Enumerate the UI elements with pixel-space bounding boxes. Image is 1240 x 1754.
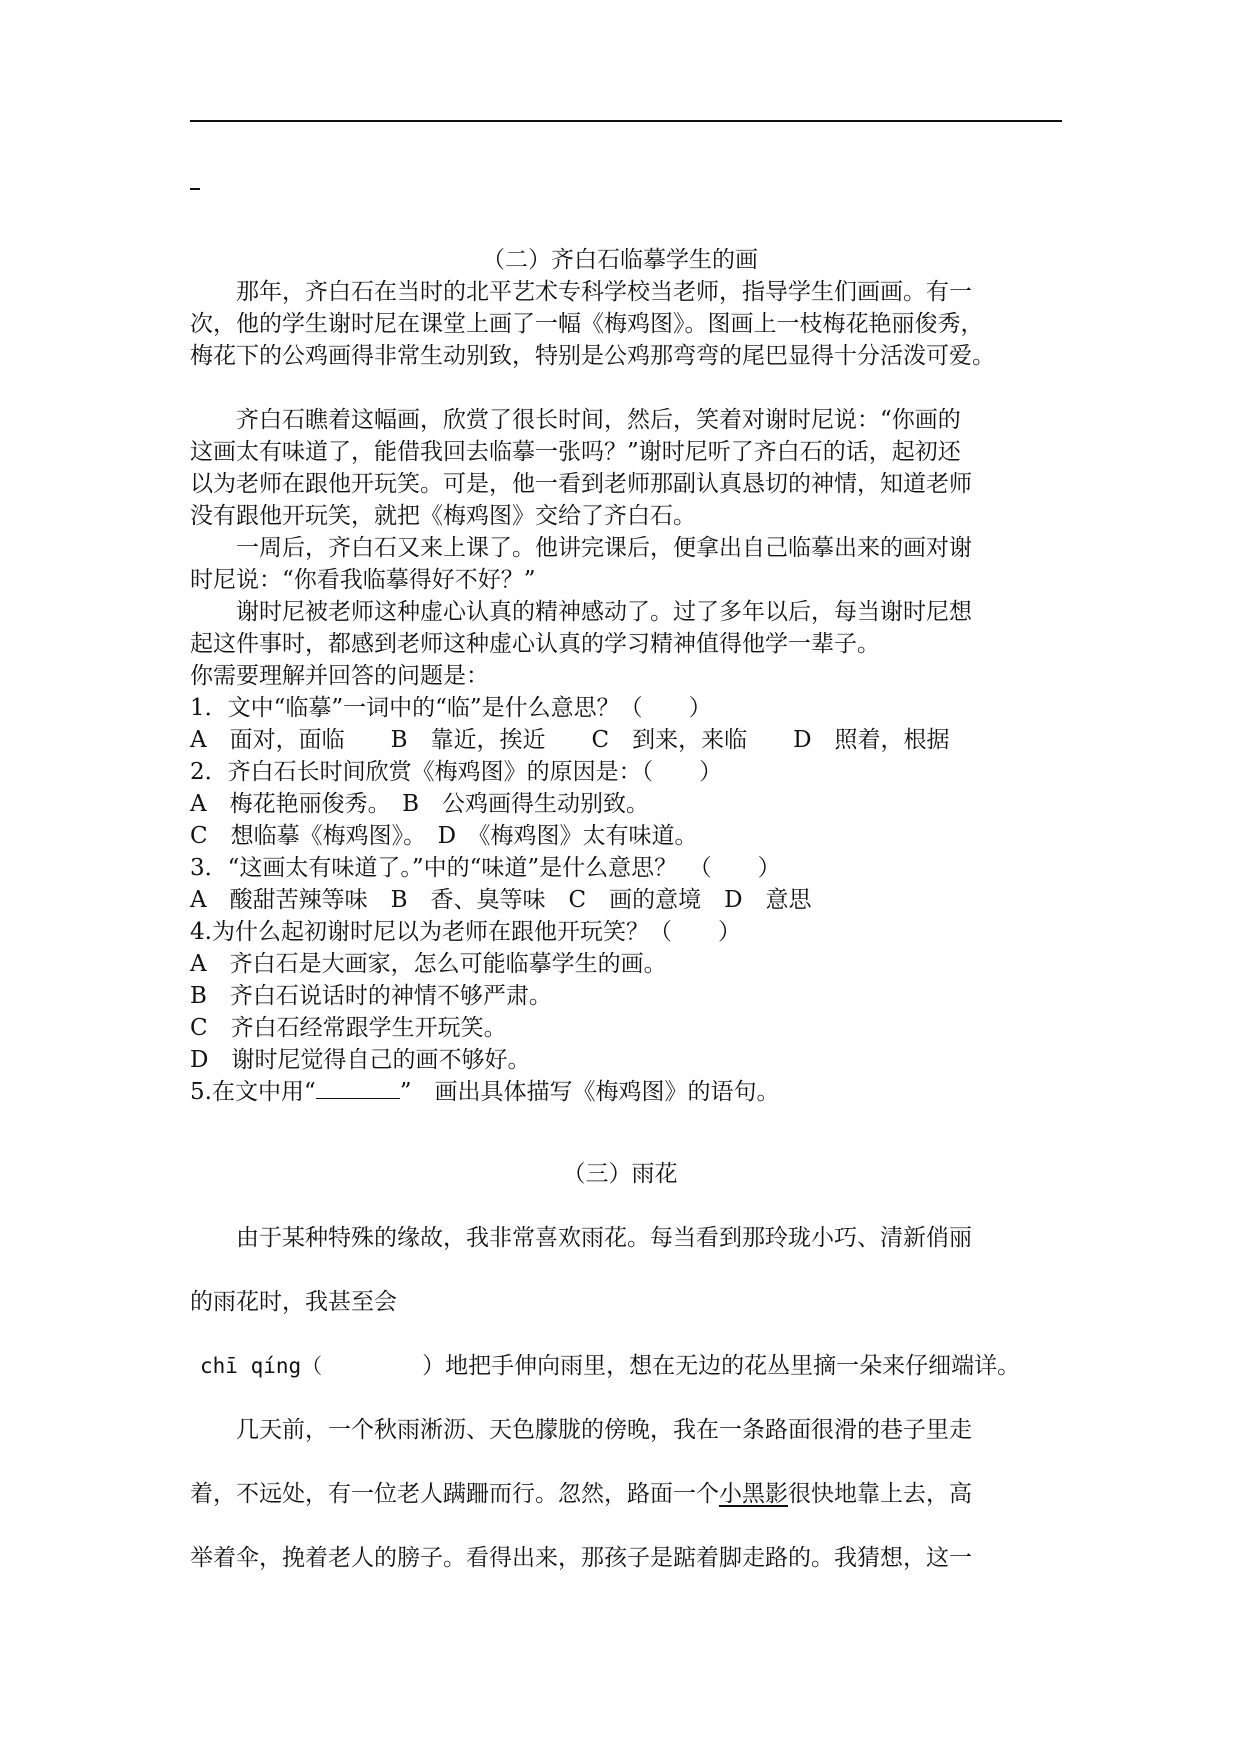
paragraph-line: 起这件事时，都感到老师这种虚心认真的学习精神值得他学一辈子。: [190, 631, 880, 657]
question-5-prefix: 5.在文中用“: [190, 1079, 316, 1105]
section3-title: （三）雨花: [562, 1161, 678, 1187]
paragraph-line: 梅花下的公鸡画得非常生动别致，特别是公鸡那弯弯的尾巴显得十分活泼可爱。: [190, 343, 995, 369]
paragraph-line: 以为老师在跟他开玩笑。可是，他一看到老师那副认真恳切的神情，知道老师: [190, 471, 972, 497]
text-segment: 着，不远处，有一位老人蹒跚而行。忽然，路面一个: [190, 1481, 719, 1507]
questions-prompt: 你需要理解并回答的问题是：: [190, 663, 489, 689]
question-4-option-b: B 齐白石说话时的神情不够严肃。: [190, 983, 552, 1009]
answer-blank[interactable]: [316, 1078, 400, 1099]
question-1-options: A 面对，面临 B 靠近，挨近 C 到来，来临 D 照着，根据: [190, 727, 950, 753]
paragraph-line: 谢时尼被老师这种虚心认真的精神感动了。过了多年以后，每当谢时尼想: [236, 599, 972, 625]
short-dash: [190, 188, 200, 190]
paragraph-line: 一周后，齐白石又来上课了。他讲完课后，便拿出自己临摹出来的画对谢: [236, 535, 972, 561]
question-3: 3．“这画太有味道了。”中的“味道”是什么意思？ （ ）: [190, 855, 781, 881]
paragraph-line: 这画太有味道了，能借我回去临摹一张吗？”谢时尼听了齐白石的话，起初还: [190, 439, 961, 465]
top-rule: [190, 120, 1062, 122]
question-4-option-c: C 齐白石经常跟学生开玩笑。: [190, 1015, 507, 1041]
question-4-option-d: D 谢时尼觉得自己的画不够好。: [190, 1047, 531, 1073]
paragraph-line: 举着伞，挽着老人的膀子。看得出来，那孩子是踮着脚走路的。我猜想，这一: [190, 1545, 972, 1571]
question-3-options: A 酸甜苦辣等味 B 香、臭等味 C 画的意境 D 意思: [190, 887, 812, 913]
question-5: [190, 1076, 1070, 1108]
text-segment: 很快地靠上去，高: [788, 1481, 972, 1507]
question-4-option-a: A 齐白石是大画家，怎么可能临摹学生的画。: [190, 951, 667, 977]
paragraph-line: 几天前，一个秋雨淅沥、天色朦胧的傍晚，我在一条路面很滑的巷子里走: [236, 1417, 972, 1443]
pinyin-text: chī qíng（: [200, 1354, 323, 1378]
question-5-suffix: ” 画出具体描写《梅鸡图》的语句。: [399, 1079, 780, 1105]
paragraph-line-underlined: [190, 1478, 1070, 1510]
question-1: 1．文中“临摹”一词中的“临”是什么意思？（ ）: [190, 695, 712, 721]
question-2: 2．齐白石长时间欣赏《梅鸡图》的原因是：（ ）: [190, 759, 723, 785]
paragraph-line: 次，他的学生谢时尼在课堂上画了一幅《梅鸡图》。图画上一枝梅花艳丽俊秀，: [190, 311, 984, 337]
question-4: 4.为什么起初谢时尼以为老师在跟他开玩笑？（ ）: [190, 919, 741, 945]
paragraph-line: 的雨花时，我甚至会: [190, 1289, 397, 1315]
underlined-phrase: 小黑影: [719, 1481, 788, 1507]
section2-title: （二）齐白石临摹学生的画: [482, 247, 758, 273]
paragraph-line: 没有跟他开玩笑，就把《梅鸡图》交给了齐白石。: [190, 503, 696, 529]
pinyin-line: [190, 1350, 1070, 1382]
pinyin-line-rest: ）地把手伸向雨里，想在无边的花丛里摘一朵来仔细端详。: [422, 1353, 1021, 1379]
question-2-options: C 想临摹《梅鸡图》。 D 《梅鸡图》太有味道。: [190, 823, 698, 849]
paragraph-line: 那年，齐白石在当时的北平艺术专科学校当老师，指导学生们画画。有一: [236, 279, 972, 305]
paragraph-line: 时尼说：“你看我临摹得好不好？”: [190, 567, 536, 593]
question-2-options: A 梅花艳丽俊秀。 B 公鸡画得生动别致。: [190, 791, 650, 817]
paragraph-line: 齐白石瞧着这幅画，欣赏了很长时间，然后，笑着对谢时尼说：“你画的: [236, 407, 961, 433]
paragraph-line: 由于某种特殊的缘故，我非常喜欢雨花。每当看到那玲珑小巧、清新俏丽: [236, 1225, 972, 1251]
